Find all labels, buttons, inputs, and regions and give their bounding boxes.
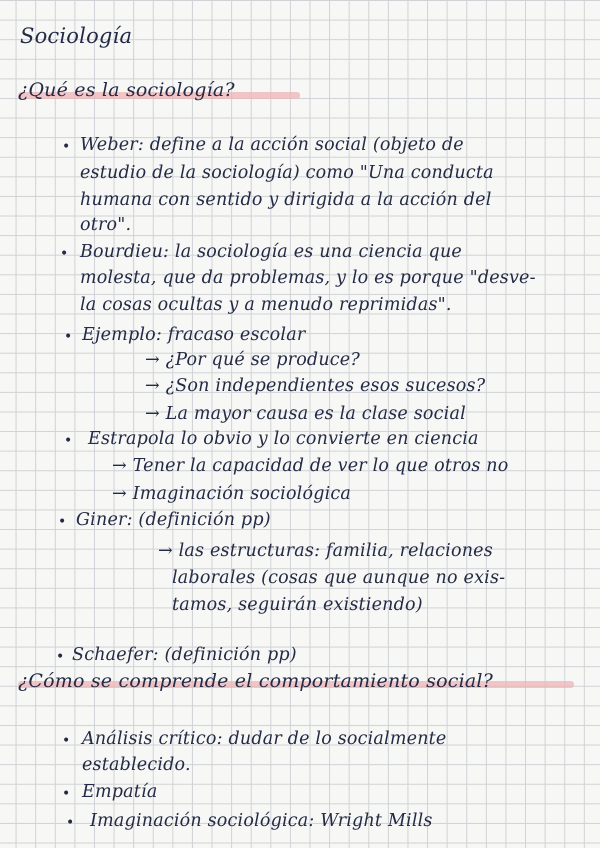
extrapolate-line: Estrapola lo obvio y lo convierte en ciencia bbox=[88, 429, 479, 449]
bullet: • bbox=[58, 514, 67, 530]
bullet: • bbox=[56, 649, 65, 665]
extrapolate-sub: → Tener la capacidad de ver lo que otros no bbox=[112, 456, 509, 476]
bullet: • bbox=[64, 329, 73, 345]
example-sub: → ¿Son independientes esos sucesos? bbox=[145, 376, 486, 396]
weber-line: estudio de la sociología) como "Una conducta bbox=[80, 163, 494, 183]
analysis-line: Análisis crítico: dudar de lo socialmente bbox=[82, 729, 447, 749]
schaefer-line: Schaefer: (definición pp) bbox=[72, 645, 297, 665]
bourdieu-line: la cosas ocultas y a menudo reprimidas". bbox=[80, 295, 452, 315]
bullet: • bbox=[64, 433, 73, 449]
empathy-line: Empatía bbox=[82, 782, 158, 802]
page-title: Sociología bbox=[20, 24, 133, 48]
bourdieu-line: molesta, que da problemas, y lo es porque "desve- bbox=[80, 268, 536, 288]
section-heading: ¿Cómo se comprende el comportamiento social? bbox=[18, 670, 494, 692]
bullet: • bbox=[66, 815, 75, 831]
bullet: • bbox=[62, 139, 71, 155]
analysis-line: establecido. bbox=[82, 755, 191, 775]
giner-line: Giner: (definición pp) bbox=[76, 510, 271, 530]
bourdieu-line: Bourdieu: la sociología es una ciencia que bbox=[80, 242, 462, 262]
extrapolate-sub: → Imaginación sociológica bbox=[112, 484, 352, 504]
bullet: • bbox=[60, 246, 69, 262]
example-line: Ejemplo: fracaso escolar bbox=[82, 325, 306, 345]
weber-line: otro". bbox=[80, 215, 132, 235]
section-heading: ¿Qué es la sociología? bbox=[18, 79, 235, 101]
example-sub: → ¿Por qué se produce? bbox=[145, 350, 360, 370]
imagination-line: Imaginación sociológica: Wright Mills bbox=[90, 811, 433, 831]
giner-sub: tamos, seguirán existiendo) bbox=[172, 595, 423, 615]
weber-line: humana con sentido y dirigida a la acción del bbox=[80, 190, 492, 210]
example-sub: → La mayor causa es la clase social bbox=[145, 404, 466, 424]
weber-line: Weber: define a la acción social (objeto de bbox=[80, 135, 464, 155]
bullet: • bbox=[62, 733, 71, 749]
giner-sub: laborales (cosas que aunque no exis- bbox=[172, 568, 506, 588]
bullet: • bbox=[62, 786, 71, 802]
giner-sub: → las estructuras: familia, relaciones bbox=[158, 541, 493, 561]
